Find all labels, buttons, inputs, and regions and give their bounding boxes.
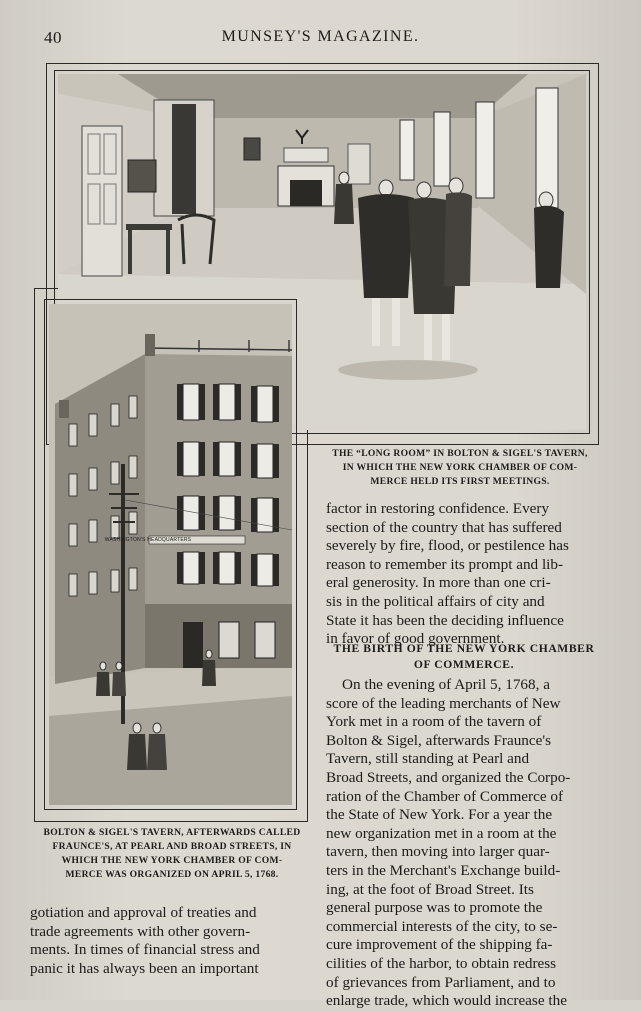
caption-line: WHICH THE NEW YORK CHAMBER OF COM- xyxy=(61,855,283,866)
text-line: ing, at the foot of Broad Street. Its xyxy=(326,880,534,898)
text-line: reason to remember its prompt and lib- xyxy=(326,555,564,573)
text-line: commercial interests of the city, to se- xyxy=(326,917,558,935)
tavern-caption xyxy=(30,826,314,882)
text-line: ments. In times of financial stress and xyxy=(30,941,260,959)
heading-line: OF COMMERCE. xyxy=(413,658,515,671)
right-column-para-2 xyxy=(326,676,602,1011)
caption-line: MERCE HELD ITS FIRST MEETINGS. xyxy=(370,476,550,487)
text-line: sis in the political affairs of city and xyxy=(326,592,545,610)
text-line: trade agreements with other govern- xyxy=(30,922,251,940)
heading-line: THE BIRTH OF THE NEW YORK CHAMBER xyxy=(333,642,595,655)
text-line: cilities of the harbor, to obtain redress xyxy=(326,954,557,972)
caption-line: MERCE WAS ORGANIZED ON APRIL 5, 1768. xyxy=(65,869,279,880)
text-line: new organization met in a room at the xyxy=(326,824,557,842)
caption-line: IN WHICH THE NEW YORK CHAMBER OF COM- xyxy=(342,462,578,473)
text-line: enlarge trade, which would increase the xyxy=(326,992,567,1010)
text-line: severely by fire, flood, or pestilence has xyxy=(326,537,569,555)
text-line: ters in the Merchant's Exchange build- xyxy=(326,861,561,879)
page-number: 40 xyxy=(44,28,62,47)
caption-line: FRAUNCE'S, AT PEARL AND BROAD STREETS, IN xyxy=(52,841,292,852)
magazine-title: MUNSEY'S MAGAZINE. xyxy=(221,28,420,45)
text-line: in favor of good government. xyxy=(326,630,505,648)
text-line: State it has been the deciding influence xyxy=(326,611,564,629)
text-line: Broad Streets, and organized the Corpo- xyxy=(326,768,571,786)
section-heading xyxy=(320,641,608,673)
tavern-sign: WASHINGTON'S HEADQUARTERS xyxy=(104,537,192,543)
text-line: section of the country that has suffered xyxy=(326,518,562,536)
text-line: the State of New York. For a year the xyxy=(326,806,553,824)
text-line: factor in restoring confidence. Every xyxy=(326,500,550,517)
text-line: general purpose was to promote the xyxy=(326,899,543,917)
text-line: tavern, then moving into larger quar- xyxy=(326,843,550,861)
text-line: panic it has always been an important xyxy=(30,959,259,977)
text-line: gotiation and approval of treaties and xyxy=(30,904,257,921)
text-line: eral generosity. In more than one cri- xyxy=(326,574,551,592)
text-line: Tavern, still standing at Pearl and xyxy=(326,750,530,768)
left-column-text xyxy=(30,904,308,978)
tavern-illustration xyxy=(49,304,292,805)
caption-line: BOLTON & SIGEL'S TAVERN, AFTERWARDS CALLED xyxy=(43,827,301,838)
text-line: York met in a room of the tavern of xyxy=(326,713,542,731)
text-line: of grievances from Parliament, and to xyxy=(326,973,556,991)
caption-line: THE “LONG ROOM” IN BOLTON & SIGEL'S TAVERN, xyxy=(332,448,588,459)
right-column-para-1 xyxy=(326,500,602,649)
text-line: cure improvement of the shipping fa- xyxy=(326,936,553,954)
text-line: On the evening of April 5, 1768, a xyxy=(342,676,550,693)
text-line: Bolton & Sigel, afterwards Fraunce's xyxy=(326,731,552,749)
long-room-caption xyxy=(318,447,602,489)
page-header xyxy=(0,28,641,52)
text-line: ration of the Chamber of Commerce of xyxy=(326,787,564,805)
text-line: score of the leading merchants of New xyxy=(326,694,561,712)
